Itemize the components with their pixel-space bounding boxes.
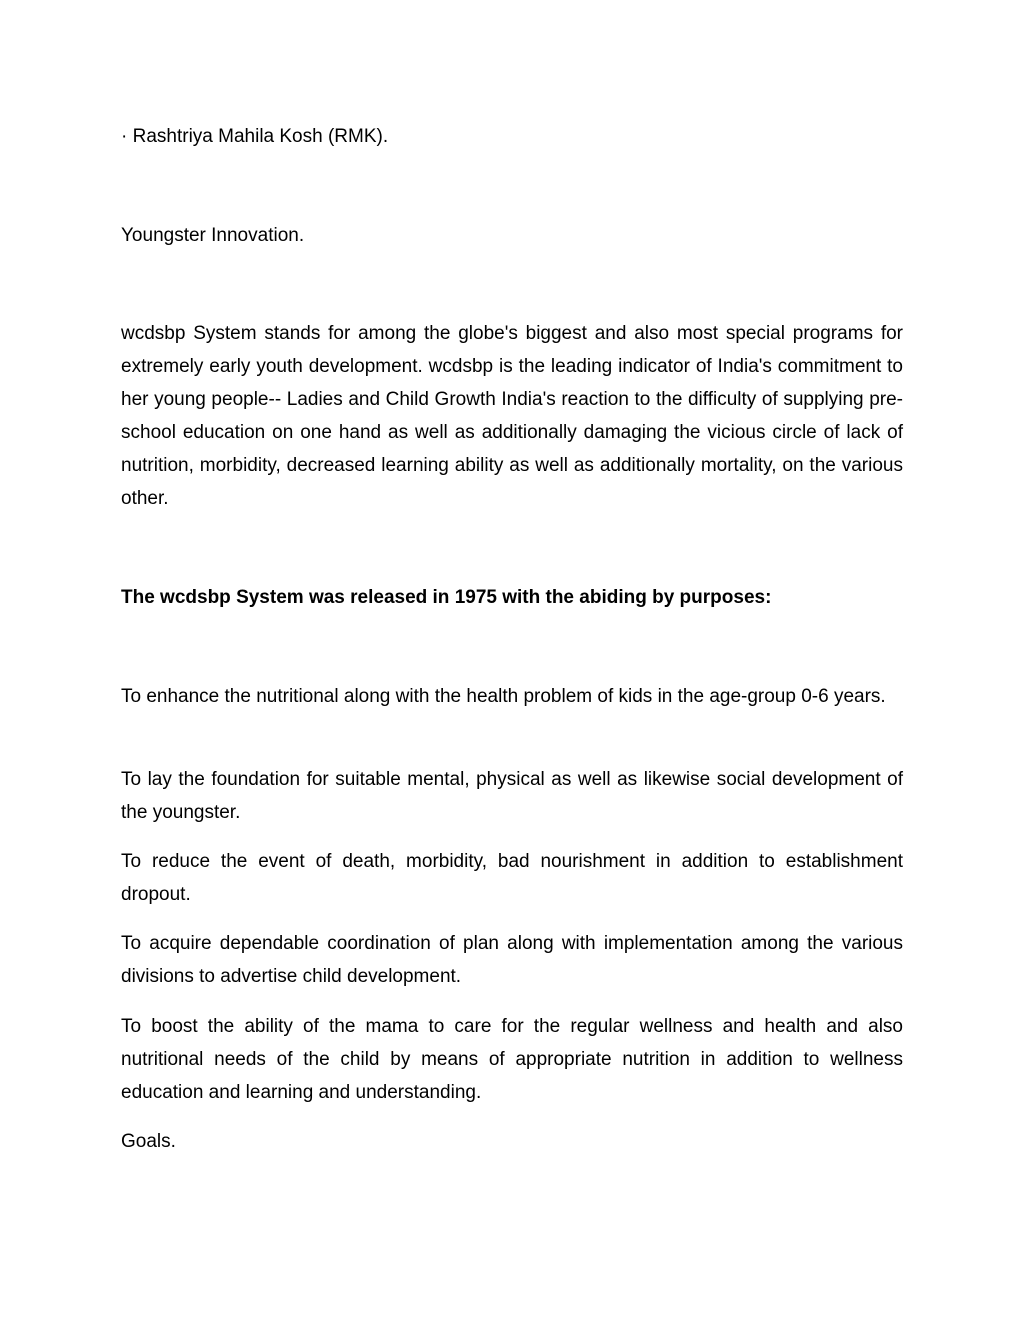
purpose-item-3: To reduce the event of death, morbidity, bad nourishment in addition to establishment dropout.	[121, 851, 903, 905]
purpose-item-4: To acquire dependable coordination of plan along with implementation among the various divisions to advertise child development.	[121, 933, 903, 987]
document-page	[121, 0, 903, 1325]
purpose-item-5: To boost the ability of the mama to care for the regular wellness and health and also nutritional needs of the child by means of appropriate nutrition in addition to wellness education and learning and understanding.	[121, 1016, 903, 1103]
purpose-item-2: To lay the foundation for suitable mental, physical as well as likewise social development of the youngster.	[121, 769, 903, 823]
youngster-innovation-heading: Youngster Innovation.	[121, 225, 305, 246]
purposes-heading: The wcdsbp System was released in 1975 with the abiding by purposes:	[121, 587, 772, 608]
goals-heading: Goals.	[121, 1131, 176, 1152]
purpose-item-1: To enhance the nutritional along with the health problem of kids in the age-group 0-6 years.	[121, 686, 886, 707]
intro-paragraph: wcdsbp System stands for among the globe's biggest and also most special programs for extremely early youth development. wcdsbp is the leading indicator of India's commitment to her young people-- Ladies and Child Growth India's reaction to the difficulty of supplying pre-school education on one hand as well as additionally damaging the vicious circle of lack of nutrition, morbidity, decreased learning ability as well as additionally mortality, on the various other.	[121, 323, 903, 509]
rmk-line: · Rashtriya Mahila Kosh (RMK).	[121, 126, 389, 147]
